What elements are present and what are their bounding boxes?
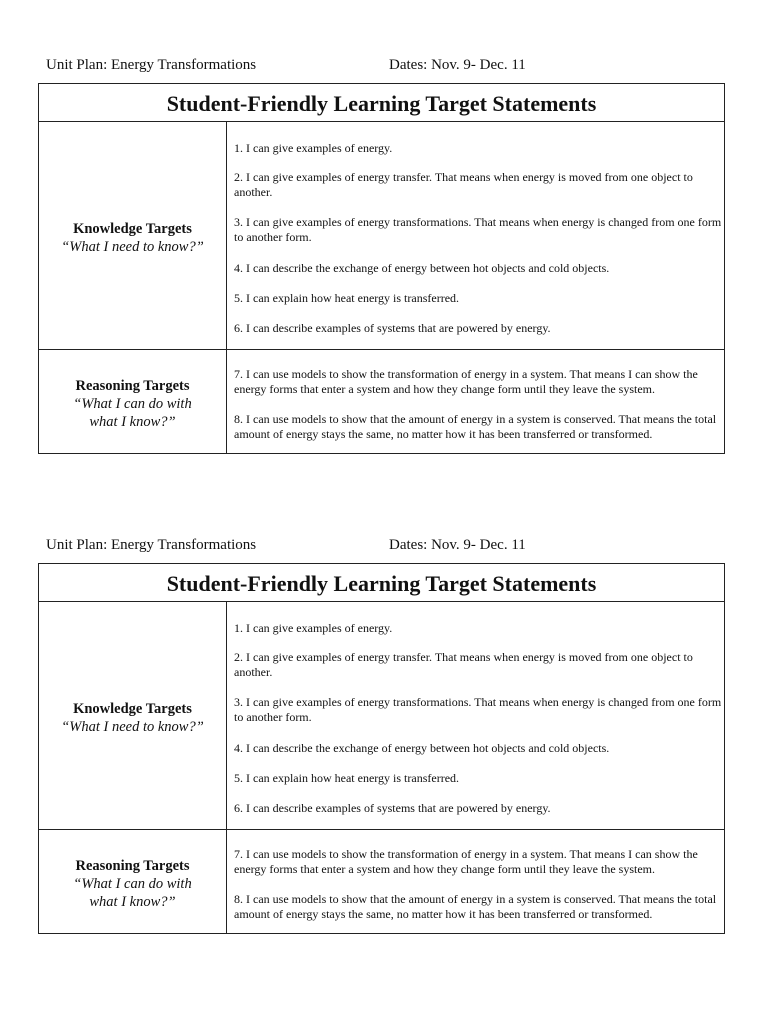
column-divider	[226, 122, 227, 454]
knowledge-targets-label	[39, 700, 226, 736]
unit-plan-label: Unit Plan: Energy Transformations	[46, 57, 257, 73]
reasoning-targets-label	[39, 377, 226, 431]
dates-label: Dates: Nov. 9- Dec. 11	[389, 57, 526, 73]
target-statement-7: 7. I can use models to show the transformation of energy in a system. That means I can show the energy forms that enter a system and how they change form until they leave the system.	[234, 847, 698, 876]
target-statement-5: 5. I can explain how heat energy is transferred.	[234, 291, 460, 305]
target-statement-6: 6. I can describe examples of systems that are powered by energy.	[234, 801, 551, 815]
reasoning-targets-title: Reasoning Targets	[75, 858, 190, 874]
reasoning-targets-title: Reasoning Targets	[75, 378, 190, 394]
dates-label: Dates: Nov. 9- Dec. 11	[389, 537, 526, 553]
reasoning-targets-subtitle: “What I can do with what I know?”	[73, 876, 192, 910]
header-line	[46, 57, 736, 77]
row-divider	[39, 349, 724, 350]
reasoning-targets-label	[39, 857, 226, 911]
learning-targets-table	[38, 563, 725, 934]
table-title: Student-Friendly Learning Target Statements	[39, 84, 724, 122]
column-divider	[226, 602, 227, 934]
target-statement-1: 1. I can give examples of energy.	[234, 141, 393, 155]
target-statement-4: 4. I can describe the exchange of energy between hot objects and cold objects.	[234, 261, 610, 275]
reasoning-targets-subtitle: “What I can do with what I know?”	[73, 396, 192, 430]
learning-targets-table	[38, 83, 725, 454]
target-statement-6: 6. I can describe examples of systems that are powered by energy.	[234, 321, 551, 335]
target-statement-2: 2. I can give examples of energy transfer. That means when energy is moved from one object to another.	[234, 650, 693, 679]
unit-plan-label: Unit Plan: Energy Transformations	[46, 537, 257, 553]
row-divider	[39, 829, 724, 830]
target-statement-8: 8. I can use models to show that the amount of energy in a system is conserved. That means the total amount of energy stays the same, no matter how it has been transferred or transformed.	[234, 412, 717, 441]
target-statement-8: 8. I can use models to show that the amount of energy in a system is conserved. That means the total amount of energy stays the same, no matter how it has been transferred or transformed.	[234, 892, 717, 921]
knowledge-targets-title: Knowledge Targets	[73, 701, 192, 717]
target-statement-3: 3. I can give examples of energy transformations. That means when energy is changed from one form to another form.	[234, 215, 722, 244]
knowledge-targets-title: Knowledge Targets	[73, 221, 192, 237]
knowledge-targets-subtitle: “What I need to know?”	[61, 719, 204, 735]
knowledge-targets-label	[39, 220, 226, 256]
target-statement-5: 5. I can explain how heat energy is transferred.	[234, 771, 460, 785]
header-line	[46, 537, 736, 557]
target-statement-1: 1. I can give examples of energy.	[234, 621, 393, 635]
knowledge-targets-subtitle: “What I need to know?”	[61, 239, 204, 255]
table-title: Student-Friendly Learning Target Statements	[39, 564, 724, 602]
target-statement-4: 4. I can describe the exchange of energy between hot objects and cold objects.	[234, 741, 610, 755]
target-statement-2: 2. I can give examples of energy transfer. That means when energy is moved from one object to another.	[234, 170, 693, 199]
target-statement-3: 3. I can give examples of energy transformations. That means when energy is changed from one form to another form.	[234, 695, 722, 724]
target-statement-7: 7. I can use models to show the transformation of energy in a system. That means I can show the energy forms that enter a system and how they change form until they leave the system.	[234, 367, 698, 396]
